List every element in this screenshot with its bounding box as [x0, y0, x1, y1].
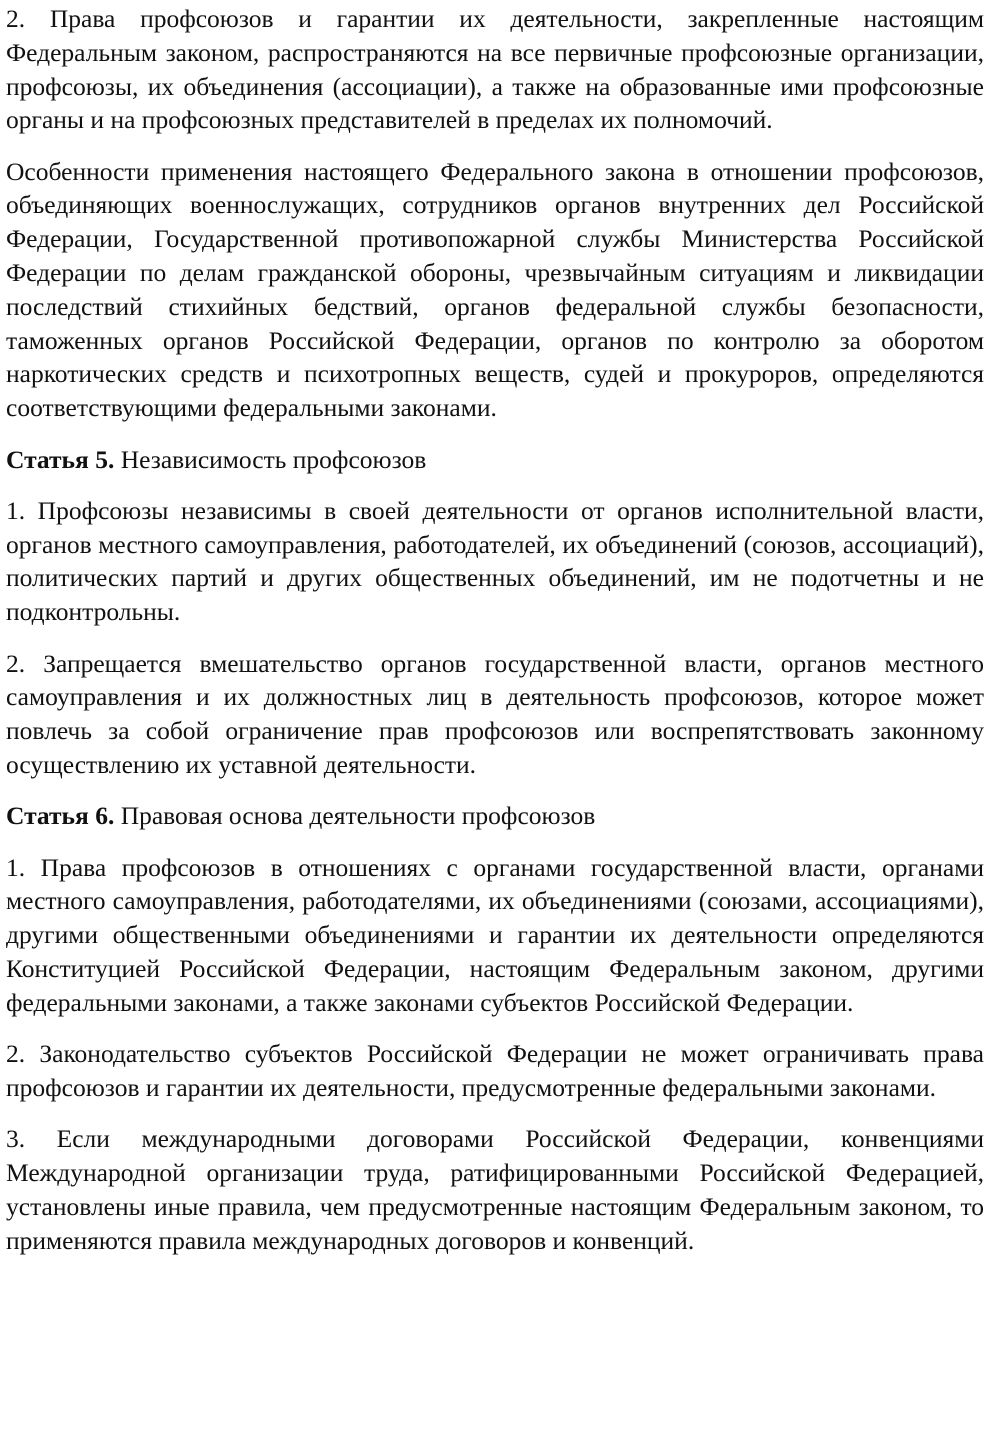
paragraph-article5-item1: 1. Профсоюзы независимы в своей деятельности от органов исполнительной власти, органов местного самоуправления, работодателей, их объединений (союзов, ассоциаций), политических партий и других общественных объединений, им не подотчетны и не подконтрольны.	[6, 495, 984, 627]
paragraph-article5-item2: 2. Запрещается вмешательство органов государственной власти, органов местного самоуправления и их должностных лиц в деятельность профсоюзов, которое может повлечь за собой ограничение прав профсоюзов или воспрепятствовать законному осуществлению их уставной деятельности.	[6, 648, 984, 779]
paragraph-article4-item2: 2. Права профсоюзов и гарантии их деятельности, закрепленные настоящим Федеральным законом, распространяются на все первичные профсоюзные организации, профсоюзы, их объединения (ассоциации), а также на образованные ими профсоюзные органы и на профсоюзных представителей в пределах их полномочий.	[6, 4, 984, 135]
article-5-number: Статья 5.	[6, 444, 115, 474]
paragraph-article6-item1: 1. Права профсоюзов в отношениях с органами государственной власти, органами местного самоуправления, работодателями, их объединениями (союзами, ассоциациями), другими общественными объединениями и гарантии их деятельности определяются Конституцией Российской Федерации, настоящим Федеральным законом, другими федеральными законами, а также законами субъектов Российской Федерации.	[6, 852, 984, 1017]
document-page	[6, 2, 984, 1275]
paragraph-article4-special-cases: Особенности применения настоящего Федерального закона в отношении профсоюзов, объединяющих военнослужащих, сотрудников органов внутренних дел Российской Федерации, Государственной противопожарной службы Министерства Российской Федерации по делам гражданской обороны, чрезвычайным ситуациям и ликвидации последствий стихийных бедствий, органов федеральной службы безопасности, таможенных органов Российской Федерации, органов по контролю за оборотом наркотических средств и психотропных веществ, судей и прокуроров, определяются соответствующими федеральными законами.	[6, 156, 984, 423]
paragraph-article6-item3: 3. Если международными договорами Российской Федерации, конвенциями Международной организации труда, ратифицированными Российской Федерацией, установлены иные правила, чем предусмотренные настоящим Федеральным законом, то применяются правила международных договоров и конвенций.	[6, 1124, 984, 1255]
article-6-title: Правовая основа деятельности профсоюзов	[120, 801, 596, 831]
article-6-heading	[6, 799, 984, 833]
article-5-title: Независимость профсоюзов	[120, 444, 427, 474]
article-6-number: Статья 6.	[6, 801, 115, 831]
paragraph-article6-item2: 2. Законодательство субъектов Российской Федерации не может ограничивать права профсоюзов и гарантии их деятельности, предусмотренные федеральными законами.	[6, 1039, 984, 1102]
article-5-heading	[6, 443, 984, 477]
